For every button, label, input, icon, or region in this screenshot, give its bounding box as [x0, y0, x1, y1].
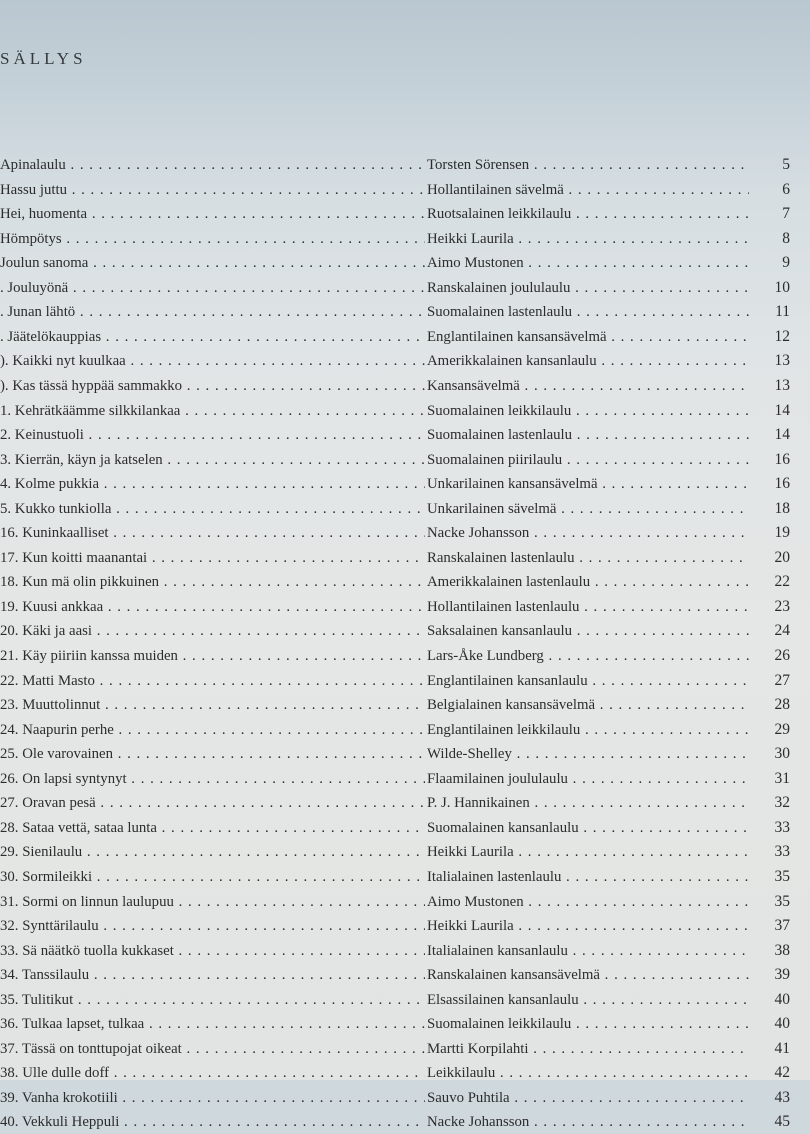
- song-title: 40. Vekkuli Heppuli . . .: [0, 1110, 425, 1134]
- song-composer: Flaamilainen joululaulu . . .: [427, 767, 749, 791]
- song-composer: Nacke Johansson . . .: [427, 521, 749, 545]
- page-number: 11: [775, 303, 790, 321]
- song-title: 18. Kun mä olin pikkuinen . . .: [0, 570, 425, 594]
- page-number: 12: [774, 327, 790, 345]
- toc-entry: [0, 399, 790, 423]
- page-number: 10: [774, 278, 790, 296]
- song-title: 39. Vanha krokotiili . . .: [0, 1086, 425, 1110]
- page-number: 35: [774, 867, 790, 885]
- song-composer: Kansansävelmä . . .: [427, 374, 749, 398]
- toc-entry: [0, 914, 790, 938]
- song-title: . Jouluyönä . . .: [0, 276, 425, 300]
- toc-entry: [0, 669, 790, 693]
- song-title: 20. Käki ja aasi . . .: [0, 619, 425, 643]
- song-title: . Junan lähtö . . .: [0, 300, 425, 324]
- song-composer: Aimo Mustonen . . .: [427, 890, 749, 914]
- toc-entry: [0, 178, 790, 202]
- page-number: 24: [774, 622, 790, 640]
- page-number: 23: [774, 597, 790, 615]
- song-title: ). Kaikki nyt kuulkaa . . .: [0, 349, 425, 373]
- song-title: 19. Kuusi ankkaa . . .: [0, 595, 425, 619]
- song-composer: Hollantilainen lastenlaulu . . .: [427, 595, 749, 619]
- page-number: 32: [774, 794, 790, 812]
- toc-entry: [0, 840, 790, 864]
- song-composer: Saksalainen kansanlaulu . . .: [427, 619, 749, 643]
- toc-entry: [0, 570, 790, 594]
- song-title: 16. Kuninkaalliset . . .: [0, 521, 425, 545]
- toc-entry: [0, 963, 790, 987]
- song-composer: Suomalainen lastenlaulu . . .: [427, 423, 749, 447]
- toc-entry: [0, 448, 790, 472]
- song-title: 37. Tässä on tonttupojat oikeat . . .: [0, 1037, 425, 1061]
- song-composer: Heikki Laurila . . .: [427, 227, 749, 251]
- toc-entry: [0, 693, 790, 717]
- page-number: 7: [782, 205, 790, 223]
- page-number: 26: [774, 647, 790, 664]
- page-number: 41: [774, 1039, 790, 1057]
- toc-entry: [0, 472, 790, 496]
- song-title: 22. Matti Masto . . .: [0, 669, 425, 693]
- song-title: 4. Kolme pukkia . . .: [0, 472, 425, 496]
- song-title: Hömpötys . . .: [0, 227, 425, 251]
- page-number: 38: [774, 941, 790, 959]
- song-title: Apinalaulu . . .: [0, 153, 425, 177]
- song-title: 2. Keinustuoli . . .: [0, 423, 425, 447]
- toc-entry: [0, 791, 790, 815]
- toc-entry: [0, 300, 790, 324]
- page-number: 35: [774, 892, 790, 910]
- toc-entry: [0, 1086, 790, 1110]
- toc-entry: [0, 767, 790, 791]
- song-title: 27. Oravan pesä . . .: [0, 791, 425, 815]
- song-title: 28. Sataa vettä, sataa lunta . . .: [0, 816, 425, 840]
- page-number: 19: [774, 524, 790, 542]
- song-title: 26. On lapsi syntynyt . . .: [0, 767, 425, 791]
- page-number: 6: [782, 180, 790, 198]
- song-composer: Ranskalainen joululaulu . . .: [427, 276, 749, 300]
- song-composer: Heikki Laurila . . .: [427, 914, 749, 938]
- song-composer: Heikki Laurila . . .: [427, 840, 749, 864]
- page-number: 8: [782, 229, 790, 247]
- toc-entry: [0, 742, 790, 766]
- toc-entry: [0, 497, 790, 521]
- page-number: 16: [774, 450, 790, 468]
- toc-entry: [0, 619, 790, 643]
- toc-entry: [0, 374, 790, 398]
- page-number: 20: [774, 548, 790, 566]
- song-composer: Ranskalainen kansansävelmä . . .: [427, 963, 749, 987]
- song-composer: Amerikkalainen kansanlaulu . . .: [427, 349, 749, 373]
- song-title: 1. Kehrätkäämme silkkilankaa . . .: [0, 399, 425, 423]
- song-composer: Martti Korpilahti . . .: [427, 1037, 749, 1061]
- song-composer: Amerikkalainen lastenlaulu . . .: [427, 570, 749, 594]
- song-composer: Englantilainen leikkilaulu . . .: [427, 718, 749, 742]
- page-number: 43: [774, 1088, 790, 1106]
- song-composer: Sauvo Puhtila . . .: [427, 1086, 749, 1110]
- song-composer: Aimo Mustonen . . .: [427, 251, 749, 275]
- song-composer: Suomalainen leikkilaulu . . .: [427, 399, 749, 423]
- song-composer: Italialainen kansanlaulu . . .: [427, 939, 749, 963]
- toc-entry: [0, 816, 790, 840]
- song-title: 25. Ole varovainen . . .: [0, 742, 425, 766]
- song-title: . Jäätelökauppias . . .: [0, 325, 425, 349]
- song-composer: Torsten Sörensen . . .: [427, 153, 749, 177]
- page-number: 5: [782, 156, 790, 173]
- song-title: 31. Sormi on linnun laulupuu . . .: [0, 890, 425, 914]
- toc-entry: [0, 1110, 790, 1134]
- toc-entry: [0, 227, 790, 251]
- page-number: 39: [774, 966, 790, 984]
- toc-entry: [0, 595, 790, 619]
- toc-entry: [0, 1037, 790, 1061]
- song-title: 3. Kierrän, käyn ja katselen . . .: [0, 448, 425, 472]
- page-number: 33: [774, 818, 790, 836]
- page-number: 18: [774, 499, 790, 517]
- song-title: 21. Käy piiriin kanssa muiden . . .: [0, 644, 425, 668]
- song-title: 29. Sienilaulu . . .: [0, 840, 425, 864]
- song-title: 17. Kun koitti maanantai . . .: [0, 546, 425, 570]
- toc-entry: [0, 251, 790, 275]
- page-number: 9: [782, 254, 790, 272]
- song-composer: Unkarilainen kansansävelmä . . .: [427, 472, 749, 496]
- toc-entry: [0, 1061, 790, 1085]
- song-composer: Belgialainen kansansävelmä . . .: [427, 693, 749, 717]
- song-composer: Lars-Åke Lundberg . . .: [427, 644, 749, 668]
- toc-entry: [0, 1012, 790, 1036]
- toc-entry: [0, 349, 790, 373]
- toc-entry: [0, 276, 790, 300]
- toc-entry: [0, 423, 790, 447]
- page-number: 22: [774, 573, 790, 591]
- song-title: ). Kas tässä hyppää sammakko . . .: [0, 374, 425, 398]
- song-composer: Suomalainen leikkilaulu . . .: [427, 1012, 749, 1036]
- song-composer: Suomalainen kansanlaulu . . .: [427, 816, 749, 840]
- song-title: 24. Naapurin perhe . . .: [0, 718, 425, 742]
- song-title: 30. Sormileikki . . .: [0, 865, 425, 889]
- toc-entry: [0, 325, 790, 349]
- song-title: 33. Sä näätkö tuolla kukkaset . . .: [0, 939, 425, 963]
- toc-entry: [0, 890, 790, 914]
- toc-entry: [0, 521, 790, 545]
- song-title: 5. Kukko tunkiolla . . .: [0, 497, 425, 521]
- page-number: 45: [774, 1113, 790, 1131]
- song-composer: Unkarilainen sävelmä . . .: [427, 497, 749, 521]
- toc-entry: [0, 546, 790, 570]
- toc-entry: [0, 939, 790, 963]
- toc-entry: [0, 988, 790, 1012]
- song-composer: Wilde-Shelley . . .: [427, 742, 749, 766]
- song-composer: Elsassilainen kansanlaulu . . .: [427, 988, 749, 1012]
- page-number: 13: [774, 376, 790, 394]
- song-title: Hei, huomenta . . .: [0, 202, 425, 226]
- page-number: 40: [774, 990, 790, 1008]
- song-composer: P. J. Hannikainen . . .: [427, 791, 749, 815]
- song-composer: Englantilainen kansansävelmä . . .: [427, 325, 749, 349]
- song-composer: Hollantilainen sävelmä . . .: [427, 178, 749, 202]
- page-number: 14: [774, 401, 790, 419]
- song-composer: Leikkilaulu . . .: [427, 1061, 749, 1085]
- page-number: 33: [774, 843, 790, 861]
- page-number: 30: [774, 745, 790, 763]
- song-title: 23. Muuttolinnut . . .: [0, 693, 425, 717]
- song-composer: Ranskalainen lastenlaulu . . .: [427, 546, 749, 570]
- song-title: 35. Tulitikut . . .: [0, 988, 425, 1012]
- song-composer: Ruotsalainen leikkilaulu . . .: [427, 202, 749, 226]
- page-number: 29: [774, 720, 790, 738]
- song-composer: Suomalainen piirilaulu . . .: [427, 448, 749, 472]
- page-header: SÄLLYS: [0, 49, 87, 68]
- song-title: 38. Ulle dulle doff . . .: [0, 1061, 425, 1085]
- page-number: 27: [774, 671, 790, 689]
- page-number: 37: [774, 917, 790, 935]
- song-composer: Italialainen lastenlaulu . . .: [427, 865, 749, 889]
- song-title: Hassu juttu . . .: [0, 178, 425, 202]
- song-title: Joulun sanoma . . .: [0, 251, 425, 275]
- song-composer: Nacke Johansson . . .: [427, 1110, 749, 1134]
- toc-entry: [0, 644, 790, 668]
- page-number: 28: [774, 696, 790, 714]
- toc-entry: [0, 202, 790, 226]
- toc-entry: [0, 718, 790, 742]
- page-number: 14: [774, 426, 790, 444]
- song-title: 36. Tulkaa lapset, tulkaa . . .: [0, 1012, 425, 1036]
- song-composer: Englantilainen kansanlaulu . . .: [427, 669, 749, 693]
- page-number: 31: [774, 769, 790, 787]
- song-composer: Suomalainen lastenlaulu . . .: [427, 300, 749, 324]
- toc-entry: [0, 153, 790, 177]
- toc-entry: [0, 865, 790, 889]
- page-number: 13: [774, 352, 790, 370]
- page-number: 42: [774, 1064, 790, 1082]
- page-number: 16: [774, 475, 790, 493]
- song-title: 32. Synttärilaulu . . .: [0, 914, 425, 938]
- song-title: 34. Tanssilaulu . . .: [0, 963, 425, 987]
- page-number: 40: [774, 1015, 790, 1033]
